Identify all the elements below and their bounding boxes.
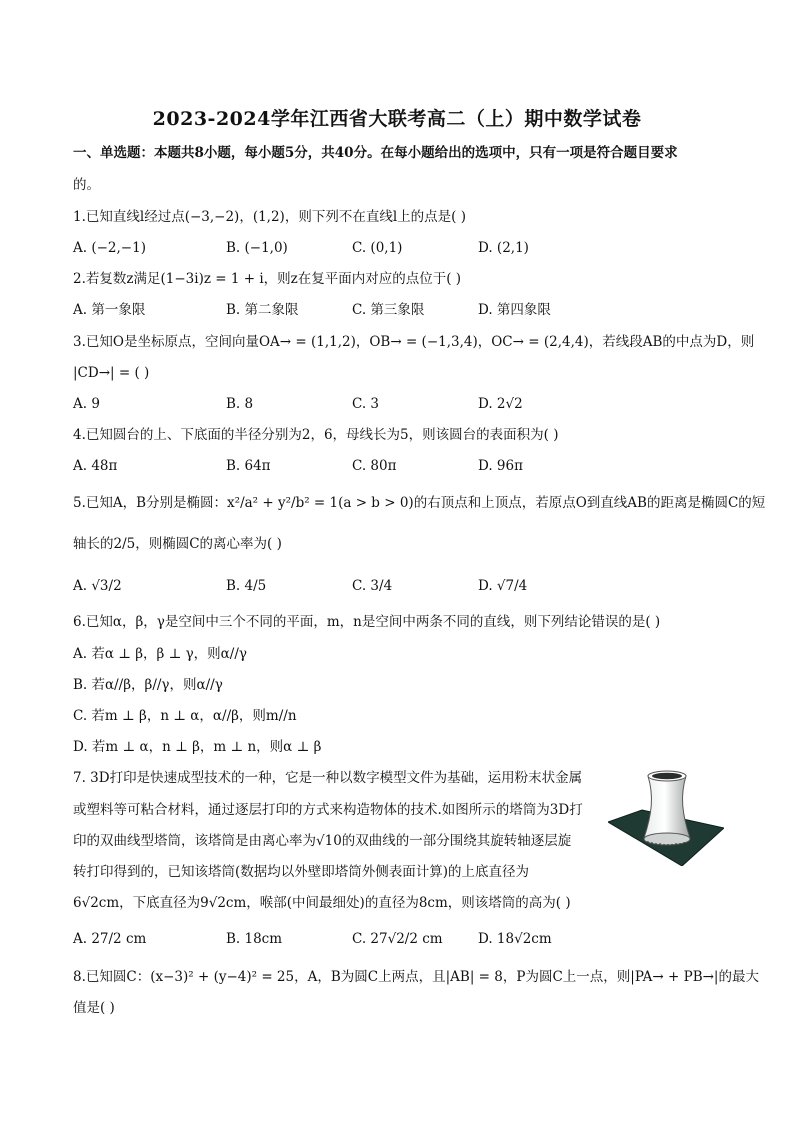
question-7-option-c: C. 27√2/2 cm [352, 931, 443, 947]
question-3-option-c: C. 3 [352, 396, 380, 412]
question-5-option-b: B. 4/5 [226, 578, 267, 594]
question-4-option-c: C. 80π [352, 458, 397, 474]
question-6-option-b: B. 若α//β，β//γ，则α//γ [73, 677, 223, 693]
question-4-option-b: B. 64π [226, 458, 271, 474]
question-2-option-a: A. 第一象限 [73, 302, 146, 318]
question-7-option-b: B. 18cm [226, 931, 283, 947]
question-1-option-c: C. (0,1) [352, 240, 403, 256]
question-1-option-b: B. (−1,0) [226, 240, 288, 256]
question-6-option-a: A. 若α ⊥ β，β ⊥ γ，则α//γ [73, 646, 247, 662]
question-2-stem: 2.若复数z满足(1−3i)z = 1 + i，则z在复平面内对应的点位于( ) [73, 271, 462, 287]
question-5-stem-cont: 轴长的2/5，则椭圆C的离心率为( ) [73, 536, 282, 552]
question-6-option-d: D. 若m ⊥ α，n ⊥ β，m ⊥ n，则α ⊥ β [73, 739, 322, 755]
question-5-option-a: A. √3/2 [73, 578, 122, 594]
page-title: 2023-2024学年江西省大联考高二（上）期中数学试卷 [152, 108, 642, 130]
hyperbolic-tower-figure [608, 768, 724, 866]
question-7-stem-line-2: 或塑料等可粘合材料，通过逐层打印的方式来构造物体的技术.如图所示的塔筒为3D打 [73, 802, 583, 818]
question-2-option-d: D. 第四象限 [478, 302, 551, 318]
question-2-option-c: C. 第三象限 [352, 302, 425, 318]
question-6-stem: 6.已知α，β，γ是空间中三个不同的平面，m，n是空间中两条不同的直线，则下列结论错误的是( ) [73, 614, 661, 630]
question-7-stem-line-4: 转打印得到的，已知该塔筒(数据均以外壁即塔筒外侧表面计算)的上底直径为 [73, 864, 530, 880]
question-7-option-d: D. 18√2cm [478, 931, 552, 947]
question-1-option-d: D. (2,1) [478, 240, 529, 256]
question-8-stem-cont: 值是( ) [73, 1000, 115, 1016]
question-4-stem: 4.已知圆台的上、下底面的半径分别为2，6，母线长为5，则该圆台的表面积为( ) [73, 427, 559, 443]
question-3-option-a: A. 9 [73, 396, 100, 412]
question-1-option-a: A. (−2,−1) [73, 240, 146, 256]
question-3-stem: 3.已知O是坐标原点，空间向量OA→ = (1,1,2)，OB→ = (−1,3,4)，OC→ = (2,4,4)，若线段AB的中点为D，则 [73, 334, 755, 350]
question-4-option-a: A. 48π [73, 458, 118, 474]
question-3-option-d: D. 2√2 [478, 396, 523, 412]
section-heading-cont: 的。 [73, 177, 100, 193]
question-7-option-a: A. 27/2 cm [73, 931, 147, 947]
question-6-option-c: C. 若m ⊥ β，n ⊥ α，α//β，则m//n [73, 708, 297, 724]
question-2-option-b: B. 第二象限 [226, 302, 299, 318]
question-1-stem: 1.已知直线l经过点(−3,−2)，(1,2)，则下列不在直线l上的点是( ) [73, 209, 466, 225]
question-3-stem-cont: |CD→| = ( ) [73, 365, 150, 381]
question-7-stem-line-5: 6√2cm，下底直径为9√2cm，喉部(中间最细处)的直径为8cm，则该塔筒的高为( ) [73, 895, 571, 911]
section-heading: 一、单选题：本题共8小题，每小题5分，共40分。在每小题给出的选项中，只有一项是符合题目要求 [73, 145, 678, 161]
question-7-stem-line-3: 印的双曲线型塔筒，该塔筒是由离心率为√10的双曲线的一部分围绕其旋转轴逐层旋 [73, 833, 572, 849]
question-5-option-c: C. 3/4 [352, 578, 393, 594]
question-8-stem: 8.已知圆C：(x−3)² + (y−4)² = 25，A，B为圆C上两点，且|AB| = 8，P为圆C上一点，则|PA→ + PB→|的最大 [73, 969, 759, 985]
question-7-stem-line-1: 7. 3D打印是快速成型技术的一种，它是一种以数字模型文件为基础，运用粉末状金属 [73, 770, 583, 786]
question-4-option-d: D. 96π [478, 458, 523, 474]
question-3-option-b: B. 8 [226, 396, 254, 412]
question-5-stem: 5.已知A，B分别是椭圆：x²/a² + y²/b² = 1(a > b > 0)的右顶点和上顶点，若原点O到直线AB的距离是椭圆C的短 [73, 495, 766, 511]
question-5-option-d: D. √7/4 [478, 578, 528, 594]
